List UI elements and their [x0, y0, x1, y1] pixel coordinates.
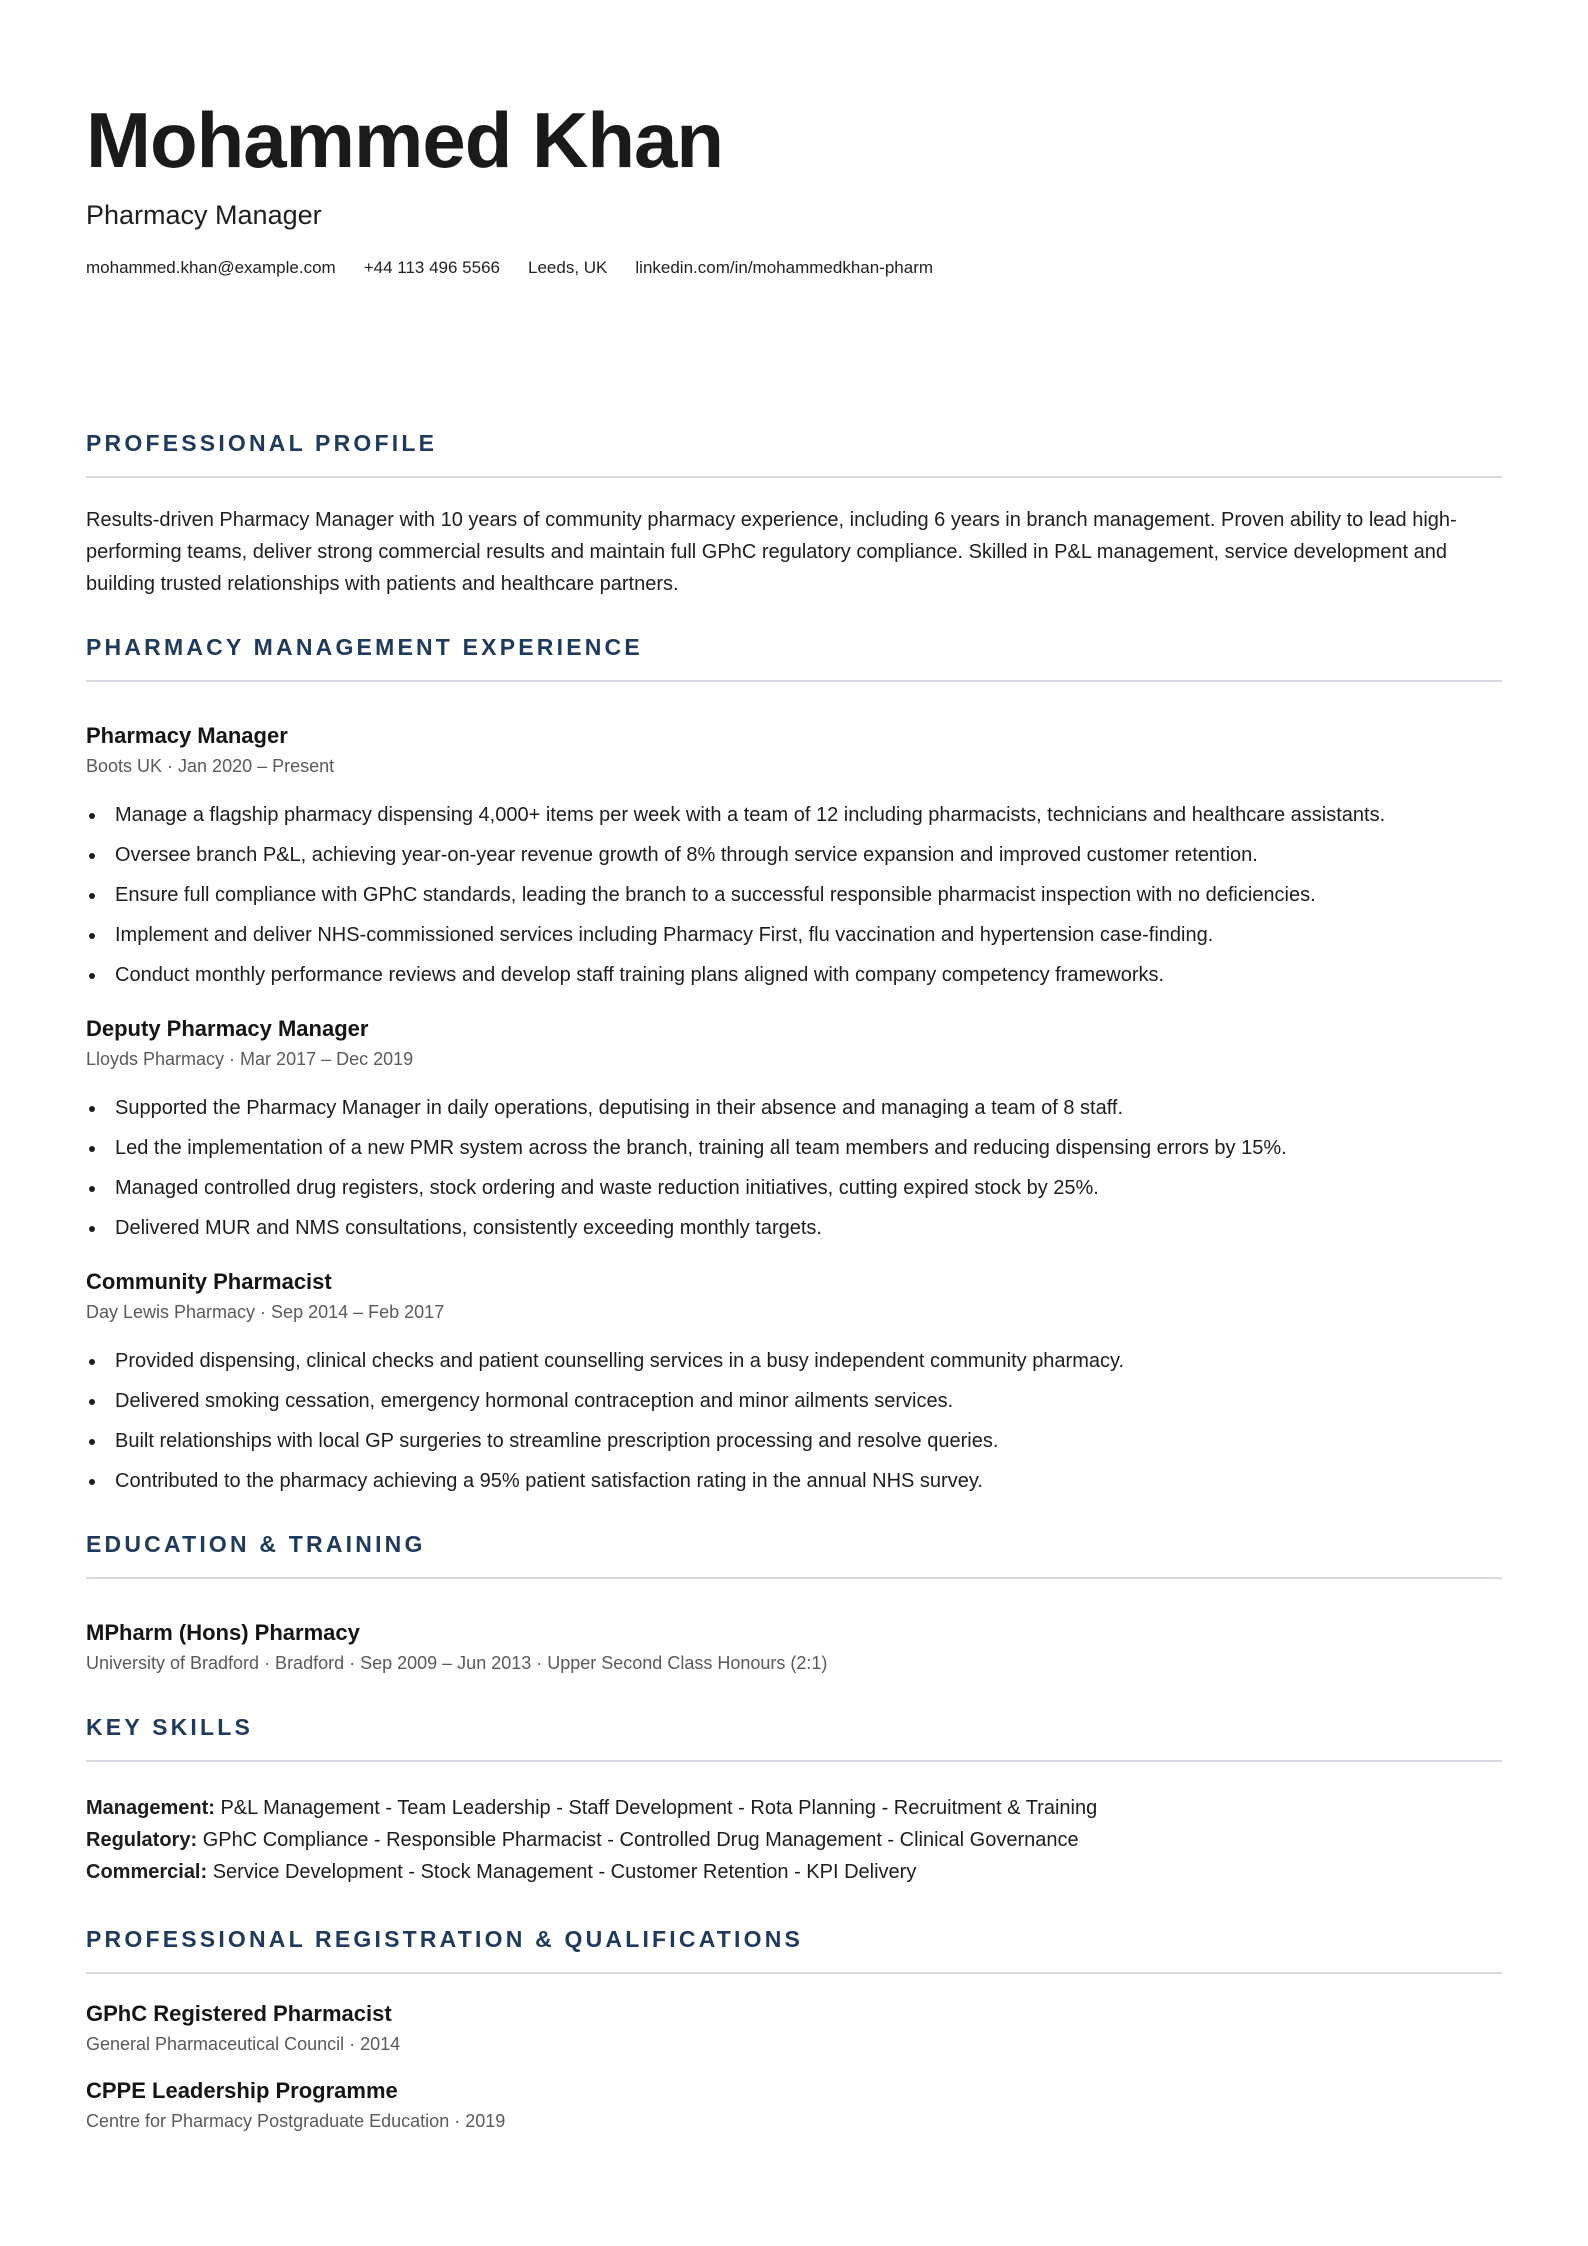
job-entry: [86, 1015, 1502, 1242]
qualification-entry: [86, 2077, 1502, 2134]
list-item: Contributed to the pharmacy achieving a 95% patient satisfaction rating in the annual NHS survey.: [86, 1467, 1502, 1495]
experience-section: [86, 632, 1502, 1495]
qualification-meta: Centre for Pharmacy Postgraduate Education · 2019: [86, 2111, 506, 2131]
skill-value: GPhC Compliance - Responsible Pharmacist - Controlled Drug Management - Clinical Governance: [202, 1829, 1079, 1851]
skills-section: [86, 1712, 1502, 1888]
bullet-icon: [89, 1146, 95, 1152]
list-item: Provided dispensing, clinical checks and patient counselling services in a busy independent community pharmacy.: [86, 1347, 1502, 1375]
education-entry: [86, 1619, 1502, 1676]
contact-email[interactable]: mohammed.khan@example.com: [86, 258, 336, 277]
bullet-icon: [89, 1399, 95, 1405]
section-heading: KEY SKILLS: [86, 1712, 1502, 1762]
bullet-icon: [89, 973, 95, 979]
section-heading: PROFESSIONAL PROFILE: [86, 428, 1502, 478]
list-item: Delivered smoking cessation, emergency hormonal contraception and minor ailments services.: [86, 1387, 1502, 1415]
degree-meta: University of Bradford · Bradford · Sep 2009 – Jun 2013 · Upper Second Class Honours (2:1): [86, 1653, 828, 1673]
skill-value: Service Development - Stock Management - Customer Retention - KPI Delivery: [212, 1861, 917, 1883]
bullet-icon: [89, 1106, 95, 1112]
job-entry: [86, 1268, 1502, 1495]
list-item: Delivered MUR and NMS consultations, consistently exceeding monthly targets.: [86, 1214, 1502, 1242]
skill-row: [86, 1824, 1502, 1856]
skill-label: Management:: [86, 1797, 215, 1819]
job-title: Community Pharmacist: [86, 1269, 332, 1294]
bullet-icon: [89, 1479, 95, 1485]
list-item: Manage a flagship pharmacy dispensing 4,000+ items per week with a team of 12 including pharmacists, technicians and healthcare assistants.: [86, 801, 1502, 829]
skill-value: P&L Management - Team Leadership - Staff Development - Rota Planning - Recruitment & Training: [220, 1797, 1098, 1819]
list-item: Implement and deliver NHS-commissioned services including Pharmacy First, flu vaccination and hypertension case-finding.: [86, 921, 1502, 949]
skills-list: [86, 1792, 1502, 1888]
candidate-title: Pharmacy Manager: [86, 200, 322, 230]
list-item: Supported the Pharmacy Manager in daily operations, deputising in their absence and managing a team of 8 staff.: [86, 1094, 1502, 1122]
job-entry: [86, 722, 1502, 989]
bullet-icon: [89, 933, 95, 939]
list-item: Conduct monthly performance reviews and develop staff training plans aligned with company competency frameworks.: [86, 961, 1502, 989]
skill-label: Regulatory:: [86, 1829, 198, 1851]
section-heading: PROFESSIONAL REGISTRATION & QUALIFICATIONS: [86, 1924, 1502, 1974]
bullet-icon: [89, 1359, 95, 1365]
degree-title: MPharm (Hons) Pharmacy: [86, 1620, 360, 1645]
bullet-icon: [89, 893, 95, 899]
bullet-icon: [89, 813, 95, 819]
list-item: Oversee branch P&L, achieving year-on-year revenue growth of 8% through service expansion and improved customer retention.: [86, 841, 1502, 869]
list-item: Led the implementation of a new PMR system across the branch, training all team members and reducing dispensing errors by 15%.: [86, 1134, 1502, 1162]
job-meta: Lloyds Pharmacy · Mar 2017 – Dec 2019: [86, 1049, 414, 1069]
skill-row: [86, 1792, 1502, 1824]
qualification-entry: [86, 2000, 1502, 2057]
job-title: Deputy Pharmacy Manager: [86, 1016, 369, 1041]
contact-phone[interactable]: +44 113 496 5566: [363, 258, 500, 277]
qualification-title: GPhC Registered Pharmacist: [86, 2001, 392, 2026]
profile-section: [86, 428, 1502, 600]
job-bullets: [86, 1094, 1502, 1242]
job-meta: Boots UK · Jan 2020 – Present: [86, 756, 335, 776]
candidate-name: Mohammed Khan: [86, 96, 724, 184]
resume-header: [86, 92, 1502, 280]
education-section: [86, 1529, 1502, 1676]
job-bullets: [86, 801, 1502, 989]
bullet-icon: [89, 853, 95, 859]
bullet-icon: [89, 1439, 95, 1445]
list-item: Built relationships with local GP surgeries to streamline prescription processing and resolve queries.: [86, 1427, 1502, 1455]
qualification-title: CPPE Leadership Programme: [86, 2078, 398, 2103]
contact-location: Leeds, UK: [528, 258, 608, 277]
job-title: Pharmacy Manager: [86, 723, 288, 748]
section-heading: PHARMACY MANAGEMENT EXPERIENCE: [86, 632, 1502, 682]
job-meta: Day Lewis Pharmacy · Sep 2014 – Feb 2017: [86, 1302, 445, 1322]
registration-section: [86, 1924, 1502, 2134]
contact-linkedin[interactable]: linkedin.com/in/mohammedkhan-pharm: [635, 258, 934, 277]
list-item: Ensure full compliance with GPhC standards, leading the branch to a successful responsible pharmacist inspection with no deficiencies.: [86, 881, 1502, 909]
job-bullets: [86, 1347, 1502, 1495]
section-heading: EDUCATION & TRAINING: [86, 1529, 1502, 1579]
skill-row: [86, 1856, 1502, 1888]
contact-row: [86, 256, 1502, 280]
list-item: Managed controlled drug registers, stock ordering and waste reduction initiatives, cutting expired stock by 25%.: [86, 1174, 1502, 1202]
bullet-icon: [89, 1226, 95, 1232]
bullet-icon: [89, 1186, 95, 1192]
skill-label: Commercial:: [86, 1861, 208, 1883]
profile-text: Results-driven Pharmacy Manager with 10 years of community pharmacy experience, including 6 years in branch management. Proven ability to lead high-performing teams, deliver strong commercial results and maintain full GPhC regulatory compliance. Skilled in P&L management, service development and building trusted relationships with patients and healthcare partners.: [86, 509, 1457, 595]
qualification-meta: General Pharmaceutical Council · 2014: [86, 2034, 401, 2054]
